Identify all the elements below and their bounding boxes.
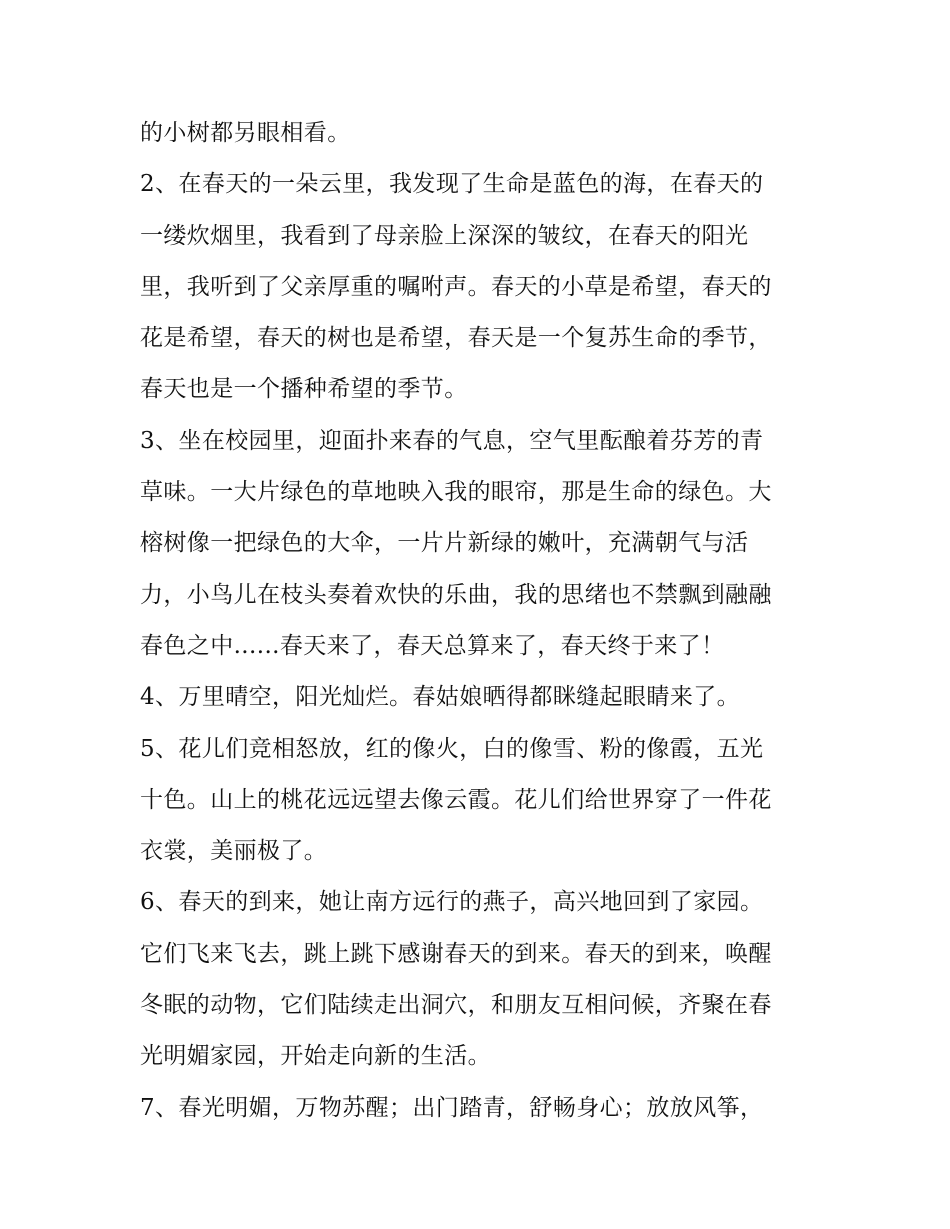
text-line: 衣裳，美丽极了。: [140, 838, 328, 865]
text-line: 里，我听到了父亲厚重的嘱咐声。春天的小草是希望，春天的: [140, 273, 772, 300]
text-line: 6、春天的到来，她让南方远行的燕子，高兴地回到了家园。: [140, 889, 764, 916]
text-line: 草味。一大片绿色的草地映入我的眼帘，那是生命的绿色。大: [140, 479, 772, 506]
text-line: 冬眠的动物，它们陆续走出洞穴，和朋友互相问候，齐聚在春: [140, 992, 772, 1019]
text-line: 光明媚家园，开始走向新的生活。: [140, 1043, 491, 1070]
document-body: [140, 108, 830, 1134]
text-line: 4、万里晴空，阳光灿烂。春姑娘晒得都眯缝起眼睛来了。: [140, 684, 741, 711]
text-line: 春天也是一个播种希望的季节。: [140, 376, 468, 403]
text-line: 一缕炊烟里，我看到了母亲脸上深深的皱纹，在春天的阳光: [140, 222, 749, 249]
text-line: 的小树都另眼相看。: [140, 120, 351, 146]
text-line: 5、花儿们竞相怒放，红的像火，白的像雪、粉的像霞，五光: [140, 735, 764, 762]
text-line: 春色之中......春天来了，春天总算来了，春天终于来了！: [140, 632, 725, 659]
text-line: 力，小鸟儿在枝头奏着欢快的乐曲，我的思绪也不禁飘到融融: [140, 581, 772, 608]
text-line: 3、坐在校园里，迎面扑来春的气息，空气里酝酿着芬芳的青: [140, 427, 764, 454]
text-line: 榕树像一把绿色的大伞，一片片新绿的嫩叶，充满朝气与活: [140, 530, 749, 557]
text-line: 十色。山上的桃花远远望去像云霞。花儿们给世界穿了一件花: [140, 786, 772, 813]
text-line: 花是希望，春天的树也是希望，春天是一个复苏生命的季节，: [140, 325, 772, 352]
text-line: 2、在春天的一朵云里，我发现了生命是蓝色的海，在春天的: [140, 171, 764, 198]
text-line: 7、春光明媚，万物苏醒；出门踏青，舒畅身心；放放风筝，: [140, 1094, 764, 1121]
text-line: 它们飞来飞去，跳上跳下感谢春天的到来。春天的到来，唤醒: [140, 940, 772, 967]
